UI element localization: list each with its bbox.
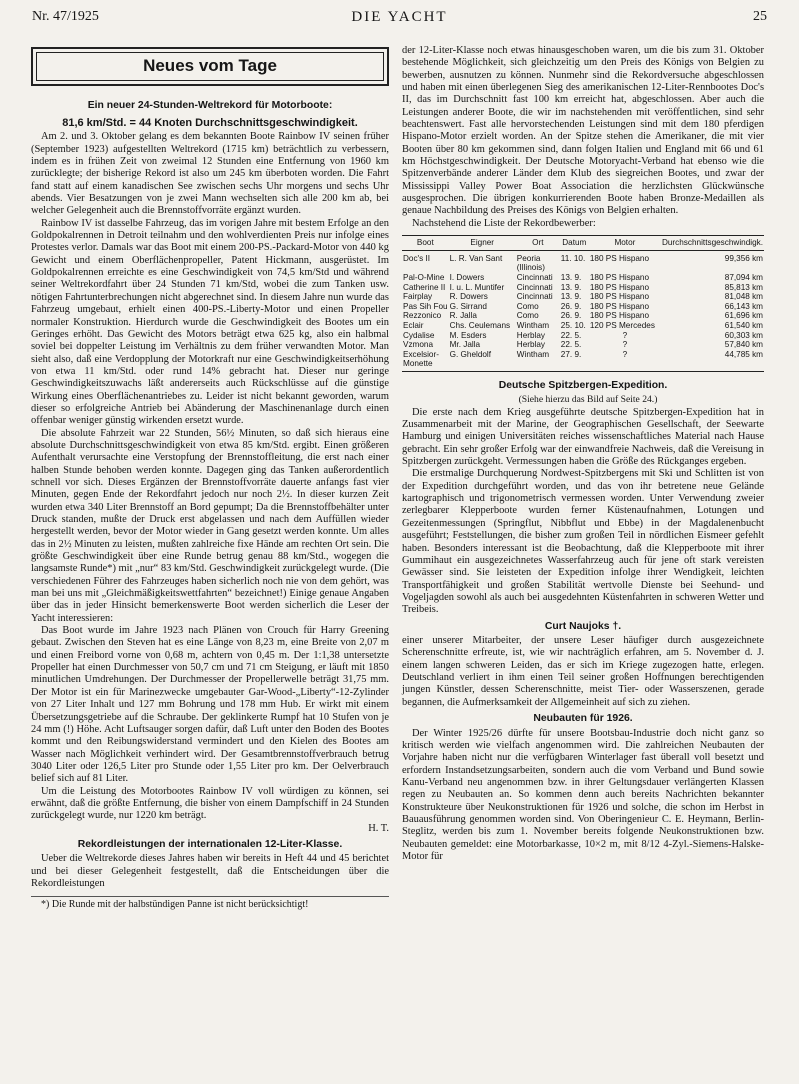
cell-date: 13. 9. [560, 272, 582, 282]
cell-date: 26. 9. [560, 301, 582, 311]
paragraph: Das Boot wurde im Jahre 1923 nach Plänen von Crouch für Harry Greening gebaut. Zwischen den Steven hat es eine Länge von 8,23 m, eine Breite von 2,07 m und einen Freibord vorne von 0,68 m, achtern von 0,45 m. Der 1:1,38 untersetzte Propeller hat einen Durchmesser von 50,7 cm und 71 cm Steigung, er läuft mit 1850 minutlichen Umdrehungen. Der Durchmesser der Propellerwelle beträgt 31,75 mm. Der Motor ist ein für Marinezwecke umgebauter Gar-Wood-„Liberty“-12-Zylinder von 27 Liter Inhalt und 127 mm Bohrung und 178 mm Hub. Er wirkt mit einem Übersetzungsgetriebe auf die Schraube. Der geklinkerte Rumpf hat 10 Stufen von je 24 mm (!) Höhe. Acht Luftsauger sorgen dafür, daß Luft unter den Boden des Bootes kommt und den Reibungswiderstand vermindert und den Kielen des Bootes am Wasser nach Möglichkeit verhindert wird. Der Gesamtbrennstoffverbrauch betrug 3040 Liter oder 126,5 Liter pro Stunde oder 1,55 Liter pro km. Der Oelverbrauch belief sich auf 81 Liter. [31, 625, 389, 785]
cell-date: 27. 9. [560, 350, 589, 372]
table-header-row [402, 236, 764, 251]
cell-place: Como [516, 311, 539, 321]
column-header: Durchschnittsgeschwindigk. [661, 236, 764, 251]
cell-date: 13. 9. [560, 282, 582, 292]
column-header: Motor [589, 236, 661, 251]
table-row [402, 273, 764, 283]
article-heading-weltrekord: Ein neuer 24-Stunden-Weltrekord für Motorboote: [87, 100, 333, 112]
cell-place: Peoria (Illinois) [516, 253, 546, 273]
cell-place: Cincinnati [516, 272, 553, 282]
cell-boat: Doc's II [403, 253, 431, 263]
cell-date: 26. 9. [560, 311, 582, 321]
cell-boat: Fairplay [403, 292, 433, 302]
cell-owner: I. u. L. Muntifer [449, 282, 505, 292]
cell-boat: Pal-O-Mine [403, 272, 445, 282]
cell-owner: R. Jalla [449, 311, 477, 321]
paragraph: Ueber die Weltrekorde dieses Jahres haben wir bereits in Heft 44 und 45 berichtet und bei dieser Gelegenheit festgestellt, daß die Entscheidungen über die Rekordleistungen [31, 853, 389, 890]
paragraph: Am 2. und 3. Oktober gelang es dem bekannten Boote Rainbow IV seinen früher (September 1923) aufgestellten Weltrekord (1715 km) beträchtlich zu verbessern, indem es in frühen Zeit von zweimal 12 Stunden eine Entfernung von 1960 km zurücklegte; der bisherige Rekord ist also um 245 km überboten worden. Die Fahrt fand statt auf einem kanadischen See zwischen sechs Uhr morgens und sechs Uhr abends. Vier Besatzungen von je zwei Mann wechselten sich alle 200 km ab, bei welcher Gelegenheit auch die Brennstoffvorräte ergänzt wurden. [31, 131, 389, 217]
table-row [402, 331, 764, 341]
cell-owner: R. Dowers [449, 292, 488, 302]
table-row [402, 302, 764, 312]
cell-place: Como [516, 301, 539, 311]
cell-speed: 61,696 km [724, 311, 763, 321]
table-row [402, 321, 764, 331]
cell-motor: ? [589, 350, 661, 372]
cell-owner: Chs. Ceulemans [449, 320, 511, 330]
left-column [31, 45, 389, 911]
cell-boat: Catherine II [403, 282, 446, 292]
cell-owner: Mr. Jalla [449, 340, 481, 350]
page-header [32, 9, 767, 29]
column-header: Boot [402, 236, 449, 251]
cell-owner: G. Gheldolf [449, 350, 516, 372]
footnote-text: *) Die Runde mit der halbstündigen Panne ist nicht berücksichtigt! [41, 899, 309, 911]
cell-boat: Cydalise [403, 330, 435, 340]
cell-owner: L. R. Van Sant [449, 253, 503, 263]
footnote [31, 896, 389, 911]
paragraph: einer unserer Mitarbeiter, der unsere Leser häufiger durch ausgezeichnete Scherenschnitte erfreute, ist, wie wir nachträglich erfahren, am 5. November d. J. einem langen schweren Leiden, das er sich im Kriege zugezogen hatte, erlegen. Deutschland verliert in ihm einen Teil seiner großen Hoffnungen berechtigenden jungen Künstler, dessen Scherenschnitte, meist Tier- oder Wasserszenen, gerade begannen, die Aufmerksamkeit der Allgemeinheit auf sich zu ziehen. [402, 635, 764, 708]
cell-motor: 180 PS Hispano [589, 311, 650, 321]
table-row [402, 292, 764, 302]
cell-place: Herblay [516, 330, 546, 340]
section-title-box [31, 47, 389, 86]
cell-owner: M. Esders [449, 330, 487, 340]
paragraph: Die absolute Fahrzeit war 22 Stunden, 56½ Minuten, so daß sich hieraus eine absolute Durchschnittsgeschwindigkeit von etwa 85 km/Std. ergibt. Einen größeren Aufenthalt verursachte eine Verstopfung der Brennstoffleitung, die erst nach einer halben Stunde behoben werden konnte. Dagegen ging das Tanken außerordentlich schnell vor sich. Dieses Ergänzen der Brennstoffvorräte dauerte anfangs fast vier Minuten, gegen Ende der Rekordfahrt jedoch nur noch 2½. In dieser kurzen Zeit wurden etwa 340 Liter Brennstoff an Bord gepumpt; Da die Brennstoffbehälter unter Druck standen, mußte der Druck erst abgelassen und nach dem Auffüllen wieder hergestellt werden, bevor der Motor wieder in Gang gesetzt werden konnte. Um alles das in 2½ Minuten zu leisten, mußten zahlreiche fixe Hände am rechten Ort sein. Die größte Geschwindigkeit über eine Runde betrug genau 88 km/Std., wogegen die langsamste Runde*) mit „nur“ 83 km/Std. Geschwindigkeit zurückgelegt wurde. (Die verschiedenen Führer des Fahrzeuges haben sicherlich noch nie von dem gehört, was man bei uns mit „Gleichmäßigkeitswettfahrten“ bezeichnet!) Einige genaue Angaben über das in jeder Hinsicht bemerkenswerte Boot werden sicherlich die Leser der Yacht interessieren: [31, 427, 389, 624]
section-title: Neues vom Tage [36, 52, 384, 81]
cell-owner: G. Sirrand [449, 301, 487, 311]
cell-motor: ? [622, 340, 628, 350]
cell-boat: Rezzonico [403, 311, 442, 321]
table-row [402, 340, 764, 350]
article-heading-spitzbergen: Deutsche Spitzbergen-Expedition. [498, 379, 668, 391]
article-heading-neubauten: Neubauten für 1926. [533, 713, 633, 725]
cell-date: 25. 10. [560, 320, 586, 330]
cell-place: Cincinnati [516, 282, 553, 292]
cell-speed: 66,143 km [724, 301, 763, 311]
author-signature: H. T. [368, 822, 389, 834]
cell-boat: Excelsior-Monette [402, 350, 449, 372]
paragraph: Der Winter 1925/26 dürfte für unsere Bootsbau-Industrie doch nicht ganz so kritisch werden wie vielfach angenommen wird. Die zahlreichen Neubauten der Vorjahre haben nicht nur die verfügbaren Winterlager fast überall voll besetzt und erfordern Instandsetzungsarbeiten, sondern auch die vom Verband und Bund sowie Kanu-Verband neu angenommen bzw. in ihrer Geltungsdauer verlängerten Klassen regen zu Neubauten an. So kommen denn auch bereits Nachrichten bekannter Konstrukteure über Neukonstruktionen für 1926 und solche, die schon im Herbst in Bauausführung genommen worden sind. Von Oberingenieur C. E. Heymann, Berlin-Steglitz, werden bis zum 1. November bereits folgende Neukonstruktionen bzw. Neubauten gemeldet: eine Motorbarkasse, 10×2 m, mit 8/12 4-Zyl.-Siemens-Halske-Motor für [402, 727, 764, 863]
table-row [402, 250, 764, 273]
cell-boat: Vzmona [403, 340, 434, 350]
cell-speed: 60,303 km [724, 330, 763, 340]
paragraph: der 12-Liter-Klasse noch etwas hinausgeschoben waren, um die bis zum 31. Oktober bestehende Möglichkeit, sich gleichzeitig um den Preis des Königs von Belgien zu bewerben, ausnutzen zu können. Nunmehr sind die Rekordversuche abgeschlossen und haben mit einen überlegenen Sieg des amerikanischen 12-Liter-Rennbootes Doc's II, das im Durchschnitt fast 100 km erreicht hat, abgeschlossen. Aber auch die Leistungen anderer Boote, die wir im nachstehenden mit veröffentlichen, sind sehr beachtenswert. Fast alle hervorstechenden Leistungen sind mit dem 180 pferdigen Hispano-Motor erzielt worden. An der Spitze stehen die Amerikaner, die mit vier Booten über 80 km gekommen sind, dann folgen Italien und England mit 66 und 61 km Höchstgeschwindigkeit. Der Deutsche Motoryacht-Verband hat ebenso wie die Spitzenverbände anderer Länder dem Klub des siegreichen Bootes, und zwar der Mississippi Valley Power Boat Association die herzlichsten Glückwünsche ausgesprochen. Die übrigen konkurrierenden Boote haben Bronze-Medaillen als genaue Nachbildung des Preises des Königs von Belgien erhalten. [402, 45, 764, 217]
cell-speed: 99,356 km [724, 253, 763, 263]
cell-boat: Eclair [403, 320, 424, 330]
cell-speed: 81,048 km [724, 292, 763, 302]
column-header: Datum [560, 236, 589, 251]
page-number: 25 [753, 9, 767, 24]
paragraph: Um die Leistung des Motorbootes Rainbow IV voll würdigen zu können, sei erwähnt, daß die größte Entfernung, die bisher von einem Dampfschiff in 24 Stunden zurückgelegt wurde, nur 1220 km beträgt. [31, 785, 389, 822]
issue-number: Nr. 47/1925 [32, 9, 99, 24]
cell-date: 22. 5. [560, 330, 582, 340]
cell-place: Herblay [516, 340, 546, 350]
paragraph: Die erstmalige Durchquerung Nordwest-Spitzbergens mit Ski und Schlitten ist von der Expedition durchgeführt worden, und das von ihr betretene neue Gelände kartographisch und trigonometrisch vermessen worden. Unter Verwendung zweier zerlegbarer Klepperboote wurden ferner Küstenaufnahmen, Lotungen und Gezeitenmessungen (Springflut, Nibbflut und Ebbe) in der Magdalenenbucht ausgeführt; Feststellungen, die bisher zum großen Teil in nördlichen Eismeer gefehlt haben. Besonders interessant ist die Beobachtung, daß die Klepperboote mit ihrer Gummihaut ein ausgezeichnetes Wasserfahrzeug auch für jene oft stark vereisten Gewässer sind. Sie leisteten der Expedition infolge ihrer Wendigkeit, leichten Transportfähigkeit und großen Stabilität wertvolle Dienste bei Seehund- und Vogeljagden sowohl als auch bei ausgedehnten Küstenfahrten in schweren Wetter und Treibeis. [402, 468, 764, 616]
table-row [402, 350, 764, 372]
cell-speed: 85,813 km [724, 282, 763, 292]
cell-motor: 180 PS Hispano [589, 282, 650, 292]
cell-date: 13. 9. [560, 292, 582, 302]
cell-speed: 61,540 km [724, 320, 763, 330]
table-intro: Nachstehend die Liste der Rekordbewerber: [412, 217, 596, 229]
cell-speed: 44,785 km [661, 350, 764, 372]
table-row [402, 311, 764, 321]
cell-boat: Pas Sih Fou [403, 301, 448, 311]
cell-place: Wintham [516, 320, 550, 330]
magazine-title: DIE YACHT [351, 9, 448, 25]
cell-motor: 180 PS Hispano [589, 292, 650, 302]
paragraph: Die erste nach dem Krieg ausgeführte deutsche Spitzbergen-Expedition hat in Zusammenarbeit mit der Marine, der Geographischen Gesellschaft, der Seewarte Hamburg und einigen Universitäten reiches wissenschaftliches Material nach Hause gebracht. Ein sehr großer Erfolg war der einwandfreie Nachweis, daß die Vereisung in Spitzbergen zurückgeht. Vermessungen haben die Größe des Rückganges ergeben. [402, 406, 764, 468]
cell-motor: 120 PS Mercedes [589, 320, 655, 330]
cell-motor: 180 PS Hispano [589, 301, 650, 311]
cell-speed: 87,094 km [724, 272, 763, 282]
column-header: Ort [516, 236, 560, 251]
article-heading-naujoks: Curt Naujoks †. [544, 620, 622, 632]
cell-date: 22. 5. [560, 340, 582, 350]
right-column [402, 45, 764, 863]
column-header: Eigner [449, 236, 516, 251]
record-table [402, 235, 764, 372]
cell-owner: I. Dowers [449, 272, 485, 282]
article-subheading-spitzbergen: (Siehe hierzu das Bild auf Seite 24.) [518, 394, 658, 406]
article-heading-12-liter: Rekordleistungen der internationalen 12-Liter-Klasse. [77, 838, 343, 850]
cell-speed: 57,840 km [724, 340, 763, 350]
article-subheading-speed: 81,6 km/Std. = 44 Knoten Durchschnittsgeschwindigkeit. [62, 116, 358, 129]
paragraph: Rainbow IV ist dasselbe Fahrzeug, das im vorigen Jahre mit bestem Erfolge an den Goldpokalrennen in Detroit teilnahm und den wohlverdienten Preis nur infolge eines Protestes verlor. Damals war das Boot mit einem 200-PS.-Packard-Motor von 440 kg Gewicht und einem Oberflächenpropeller, Patent Hickmann, ausgerüstet. Im Goldpokalrennen erreichte es eine Geschwindigkeit von 74,5 km/Std und während seiner Weltrekordfahrt über 24 Stunden 71 km/Std, wobei die zum Tanken usw. nötigen Fahrtunterbrechungen nicht abgerechnet sind. In diesem Jahre nun wurde das Fahrzeug umgebaut, erhielt einen 400-PS.-Liberty-Motor und einen Propeller normaler Konstruktion. Hierdurch wurde die Geschwindigkeit des Bootes um ein Geringes erhöht. Das Gewicht des Motors beträgt etwa 625 kg, also ein halbmal soviel bei doppelter Leistung im Verhältnis zu dem früher verwandten Motor. Man sieht also, daß eine Verdopplung der Motorkraft nur eine Geschwindigkeitserhöhung von etwa 11 km/Std. oder rund 14% gebracht hat. Dieser nur geringe Geschwindigkeitszuwachs läßt andererseits auch Rückschlüsse auf die günstige Wirkung eines Oberflächenantriebes zu. Leider ist nicht bekannt geworden, warum dieser so erfolgreiche Antrieb bei Abänderung der Maschinenanlage durch einen offenbar weniger günstig wirkenden ersetzt wurde. [31, 217, 389, 427]
cell-place: Cincinnati [516, 292, 553, 302]
cell-motor: ? [622, 330, 628, 340]
cell-motor: 180 PS Hispano [589, 272, 650, 282]
table-row [402, 283, 764, 293]
cell-motor: 180 PS Hispano [589, 253, 650, 263]
cell-date: 11. 10. [560, 253, 586, 263]
cell-place: Wintham [516, 350, 560, 372]
